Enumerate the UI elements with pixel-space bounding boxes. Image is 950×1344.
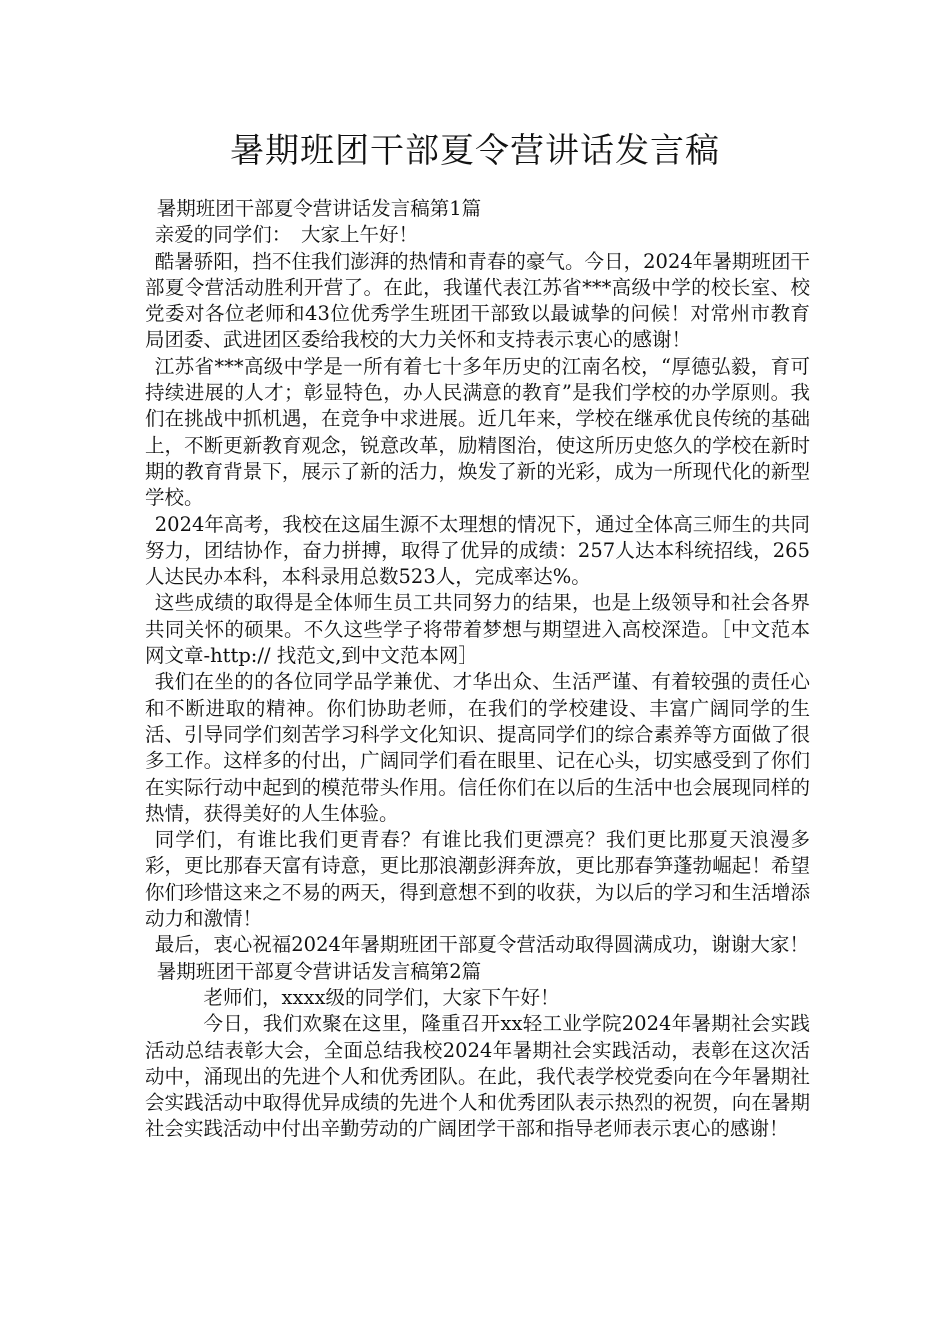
- greeting-paragraph: 亲爱的同学们： 大家上午好！: [154, 223, 419, 247]
- body-paragraph: 我们在坐的的各位同学品学兼优、才华出众、生活严谨、有着较强的责任心和不断进取的精神。你们协助老师，在我们的学校建设、丰富广阔同学的生活、引导同学们刻苦学习科学文化知识、提高同学们的综合素养等方面做了很多工作。这样多的付出，广阔同学们看在眼里、记在心头，切实感受到了你们在实际行动中起到的模范带头作用。信任你们在以后的生活中也会展现同样的热情，获得美好的人生体验。: [145, 670, 810, 825]
- closing-paragraph: 最后，衷心祝福2024年暑期班团干部夏令营活动取得圆满成功，谢谢大家！: [154, 933, 809, 957]
- body-paragraph: 今日，我们欢聚在这里，隆重召开xx轻工业学院2024年暑期社会实践活动总结表彰大会，全面总结我校2024年暑期社会实践活动，表彰在这次活动中，涌现出的先进个人和优秀团队。在此，我代表学校党委向在今年暑期社会实践活动中取得优异成绩的先进个人和优秀团队表示热烈的祝贺，向在暑期社会实践活动中付出辛勤劳动的广阔团学干部和指导老师表示衷心的感谢！: [145, 1012, 810, 1141]
- body-paragraph: 酷暑骄阳，挡不住我们澎湃的热情和青春的豪气。今日，2024年暑期班团干部夏令营活动胜利开营了。在此，我谨代表江苏省***高级中学的校长室、校党委对各位老师和43位优秀学生班团干部致以最诚挚的问候！对常州市教育局团委、武进团区委给我校的大力关怀和支持表示衷心的感谢！: [145, 249, 810, 352]
- section-heading-2: 暑期班团干部夏令营讲话发言稿第2篇: [156, 959, 482, 983]
- document-body: [145, 196, 810, 1143]
- body-paragraph: 江苏省***高级中学是一所有着七十多年历史的江南名校，“厚德弘毅，育可持续进展的人才；彰显特色，办人民满意的教育”是我们学校的办学原则。我们在挑战中抓机遇，在竞争中求进展。近几年来，学校在继承优良传统的基础上，不断更新教育观念，锐意改革，励精图治，使这所历史悠久的学校在新时期的教育背景下，展示了新的活力，焕发了新的光彩，成为一所现代化的新型学校。: [145, 354, 810, 510]
- document-title: 暑期班团干部夏令营讲话发言稿: [230, 131, 720, 171]
- greeting-paragraph: 老师们，xxxx级的同学们，大家下午好！: [203, 985, 560, 1009]
- body-paragraph: 2024年高考，我校在这届生源不太理想的情况下，通过全体高三师生的共同努力，团结协作，奋力拼搏，取得了优异的成绩：257人达本科统招线，265人达民办本科，本科录用总数523人，完成率达%。: [145, 512, 810, 589]
- body-paragraph: 这些成绩的取得是全体师生员工共同努力的结果，也是上级领导和社会各界共同关怀的硕果。不久这些学子将带着梦想与期望进入高校深造。［中文范本网文章-http:// 找范文,到中文范本网］: [145, 591, 810, 668]
- body-paragraph: 同学们，有谁比我们更青春？有谁比我们更漂亮？我们更比那夏天浪漫多彩，更比那春天富有诗意，更比那浪潮彭湃奔放，更比那春笋蓬勃崛起！希望你们珍惜这来之不易的两天，得到意想不到的收获，为以后的学习和生活增添动力和激情！: [145, 828, 810, 931]
- section-heading-1: 暑期班团干部夏令营讲话发言稿第1篇: [156, 197, 482, 220]
